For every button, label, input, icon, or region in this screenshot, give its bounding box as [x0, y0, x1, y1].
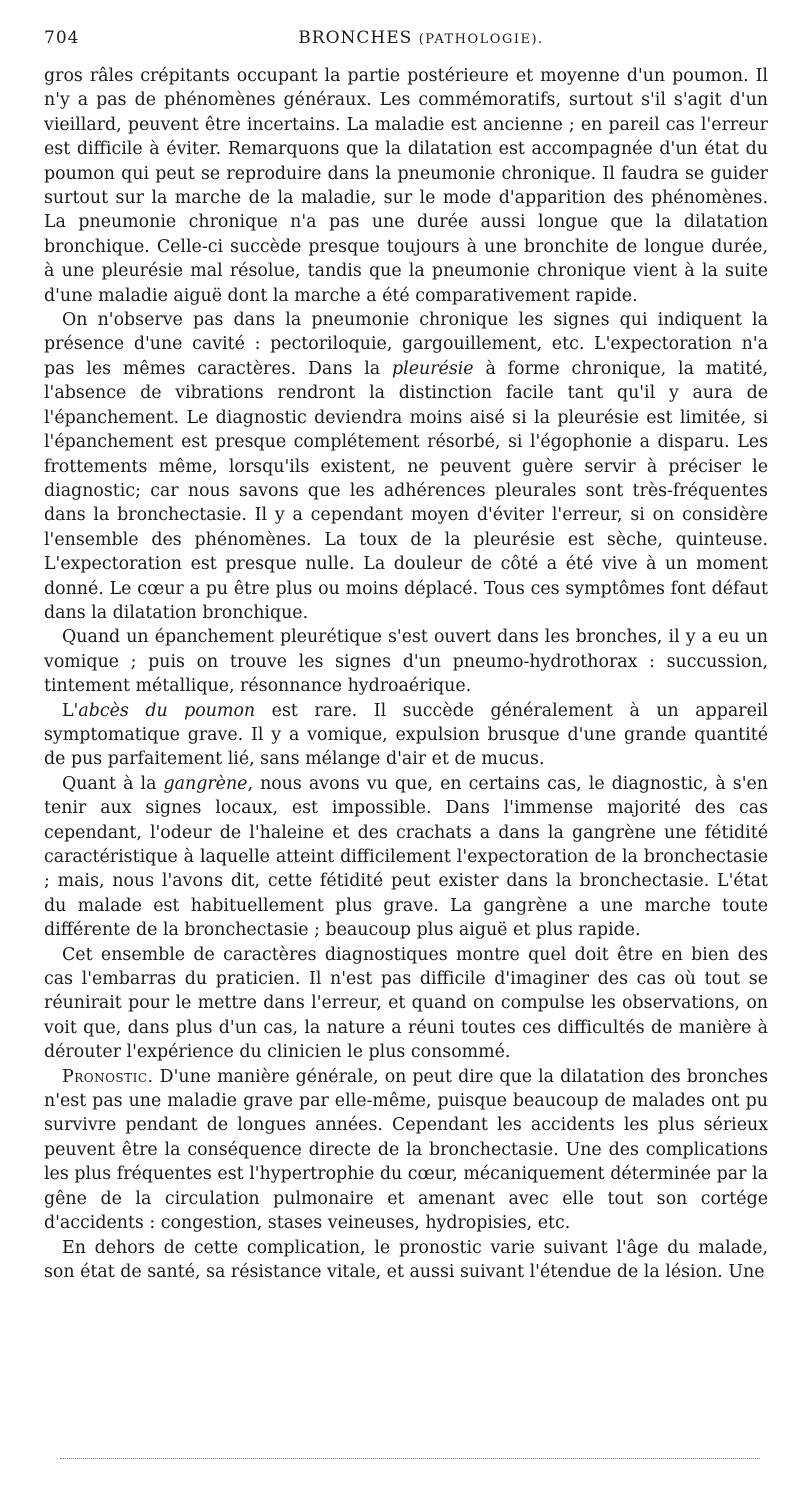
paragraph-p2-segment-0: On n'observe pas dans la pneumonie chronique les signes qui indiquent la présence d'une cavité : pectoriloquie, gargouillement, etc. L'expectoration n'a pas les mêmes caractères. Dans la [44, 310, 768, 379]
paragraph-p1: gros râles crépitants occupant la partie postérieure et moyenne d'un poumon. Il n'y a pas de phénomènes généraux. Les commémoratifs, surtout s'il s'agit d'un vieillard, peuvent être incertains. La maladie est ancienne ; en pareil cas l'erreur est difficile à éviter. Remarquons que la dilatation est accompagnée d'un état du poumon qui peut se reproduire dans la pneumonie chronique. Il faudra se guider surtout sur la marche de la maladie, sur le mode d'apparition des phénomènes. La pneumonie chronique n'a pas une durée aussi longue que la dilatation bronchique. Celle-ci succède presque toujours à une bronchite de longue durée, à une pleurésie mal résolue, tandis que la pneumonie chronique vient à la suite d'une maladie aiguë dont la marche a été comparativement rapide. [44, 66, 768, 306]
paragraph-p7 [44, 1065, 768, 1236]
paragraph-p2-segment-2: à forme chronique, la matité, l'absence de vibrations rendront la distinction facile tant qu'il y aura de l'épanchement. Le diagnostic deviendra moins aisé si la pleurésie est limitée, si l'épanchement est presque complétement résorbé, si l'égophonie a disparu. Les frottements même, lorsqu'ils existent, ne peuvent guère servir à préciser le diagnostic; car nous savons que les adhérences pleurales sont très-fréquentes dans la bronchectasie. Il y a cependant moyen d'éviter l'erreur, si on considère l'ensemble des phénomènes. La toux de la pleurésie est sèche, quinteuse. L'expectoration est presque nulle. La douleur de côté a été vive à un moment donné. Le cœur a pu être plus ou moins déplacé. Tous ces symptômes font défaut dans la dilatation bronchique. [44, 358, 769, 623]
paragraph-p3: Quand un épanchement pleurétique s'est ouvert dans les bronches, il y a eu un vomique ; puis on trouve les signes d'un pneumo-hydrothorax : succussion, tintement métallique, résonnance hydroaérique. [44, 627, 768, 697]
running-title-subtitle: (PATHOLOGIE). [418, 32, 544, 47]
paragraph-p5 [44, 772, 768, 943]
paragraph-p4-segment-2: est rare. Il succède généralement à un appareil symptomatique grave. Il y a vomique, expulsion brusque d'une grande quantité de pus parfaitement lié, sans mélange d'air et de mucus. [44, 700, 768, 770]
paragraph-p4-segment-0: L' [62, 700, 79, 721]
running-title [44, 28, 768, 48]
paragraph-p8: En dehors de cette complication, le pronostic varie suivant l'âge du malade, son état de santé, sa résistance vitale, et aussi suivant l'étendue de la lésion. Une [44, 1237, 768, 1282]
page-number: 704 [44, 28, 80, 48]
paragraph-p7-segment-1: D'une manière générale, on peut dire que la dilatation des bronches n'est pas une maladie grave par elle-même, puisque beaucoup de malades ont pu survivre pendant de longues années. Cependant les accidents les plus sérieux peuvent être la conséquence directe de la bronchectasie. Une des complications les plus fréquentes est l'hypertrophie du cœur, mécaniquement déterminée par la gêne de la circulation pulmonaire et amenant avec elle tout son cortége d'accidents : congestion, stases veineuses, hydropisies, etc. [44, 1066, 768, 1234]
paragraph-p4 [44, 699, 768, 772]
body-text [44, 64, 768, 1284]
paragraph-p2 [44, 308, 768, 625]
paragraph-p6: Cet ensemble de caractères diagnostiques montre quel doit être en bien des cas l'embarras du praticien. Il n'est pas difficile d'imaginer des cas où tout se réunirait pour le mettre dans l'erreur, et quand on compulse les observations, on voit que, dans plus d'un cas, la nature a réuni toutes ces difficultés de manière à dérouter l'expérience du clinicien le plus consommé. [44, 944, 768, 1063]
running-title-main: BRONCHES [298, 28, 413, 48]
paragraph-p5-segment-0: Quant à la [62, 773, 164, 794]
paragraph-p7-segment-0: Pronostic. [62, 1066, 154, 1087]
book-page [44, 28, 768, 1284]
paragraph-p4-segment-1: abcès du poumon [78, 700, 256, 721]
page-header [44, 28, 768, 58]
paragraph-p5-segment-1: gangrène [163, 773, 248, 794]
paragraph-p2-segment-1: pleurésie [392, 358, 474, 379]
footer-rule [60, 1458, 760, 1459]
paragraph-p5-segment-2: , nous avons vu que, en certains cas, le diagnostic, à s'en tenir aux signes locaux, est impossible. Dans l'immense majorité des cas cependant, l'odeur de l'haleine et des crachats a dans la gangrène une fétidité caractéristique à laquelle atteint difficilement l'expectoration de la bronchectasie ; mais, nous l'avons dit, cette fétidité peut exister dans la bronchectasie. L'état du malade est habituellement plus grave. La gangrène a une marche toute différente de la bronchectasie ; beaucoup plus aiguë et plus rapide. [44, 773, 768, 941]
